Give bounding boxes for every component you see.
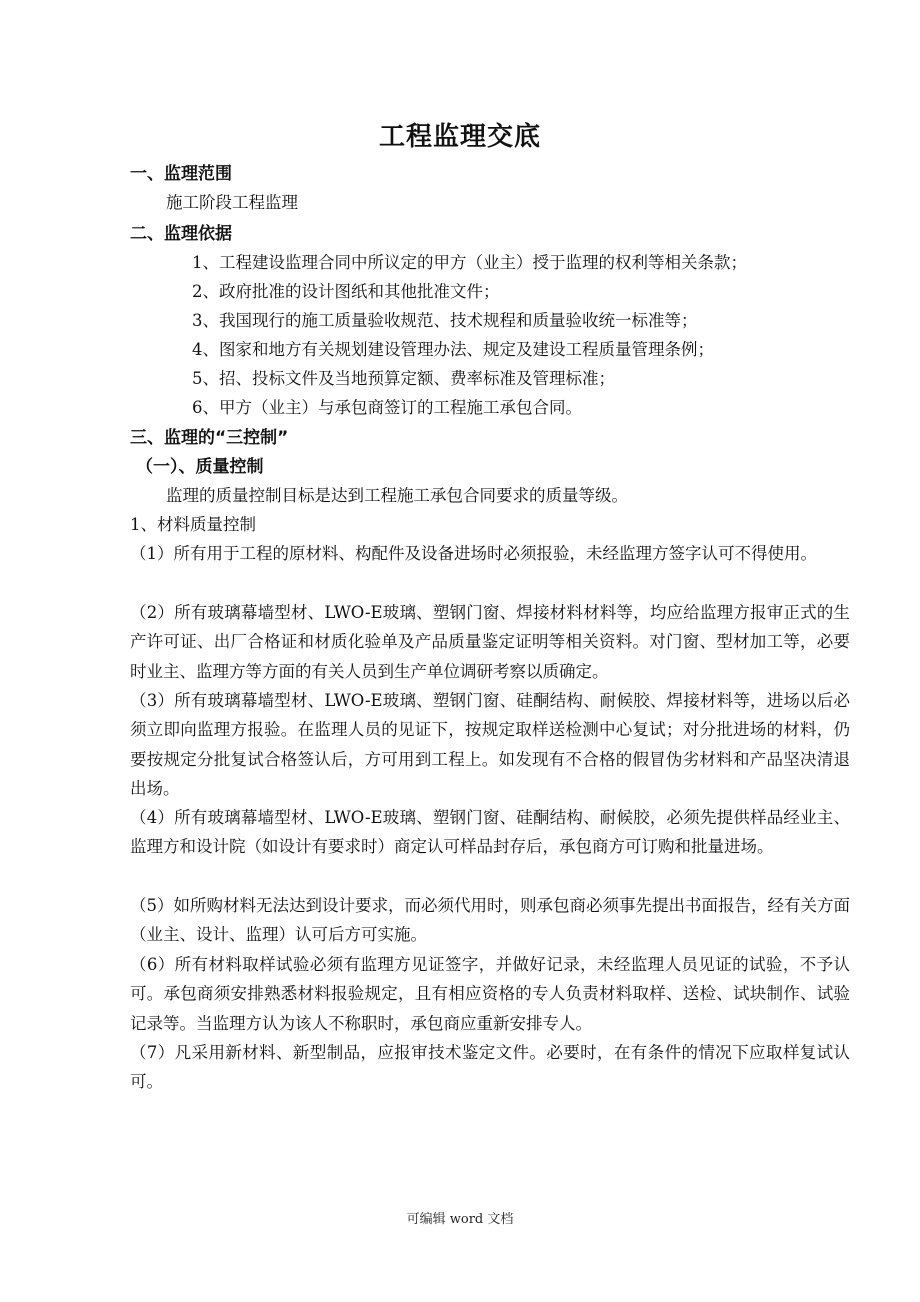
basis-item: 6、甲方（业主）与承包商签订的工程施工承包合同。: [192, 398, 582, 417]
section-3-heading: 三、监理的“三控制”: [130, 428, 289, 448]
section-1-heading: 一、监理范围: [130, 164, 232, 184]
document-title: 工程监理交底: [378, 122, 541, 152]
basis-item: 1、工程建设监理合同中所议定的甲方（业主）授于监理的权利等相关条款；: [192, 253, 747, 272]
paragraph: （1）所有用于工程的原材料、构配件及设备进场时必须报验，未经监理方签字认可不得使用。: [130, 544, 817, 563]
item-title: 1、材料质量控制: [130, 515, 256, 534]
page-footer: 可编辑 word 文档: [406, 1212, 514, 1227]
paragraph: （3）所有玻璃幕墙型材、LWO-E玻璃、塑钢门窗、硅酮结构、耐候胶、焊接材料等，进场以后必须立即向监理方报验。在监理人员的见证下，按规定取样送检测中心复试；对分批进场的材料，仍要按规定分批复试合格签认后，方可用到工程上。如发现有不合格的假冒伪劣材料和产品坚决清退出场。: [130, 691, 850, 798]
section-1-text: 施工阶段工程监理: [166, 193, 298, 212]
basis-item: 4、图家和地方有关规划建设管理办法、规定及建设工程质量管理条例；: [192, 340, 714, 359]
paragraph: （7）凡采用新材料、新型制品，应报审技术鉴定文件。必要时，在有条件的情况下应取样复试认可。: [130, 1043, 850, 1092]
subsection-intro: 监理的质量控制目标是达到工程施工承包合同要求的质量等级。: [166, 486, 628, 505]
basis-item: 3、我国现行的施工质量验收规范、技术规程和质量验收统一标准等；: [192, 311, 698, 330]
paragraph: （5）如所购材料无法达到设计要求，而必须代用时，则承包商必须事先提出书面报告，经有关方面（业主、设计、监理）认可后方可实施。: [130, 896, 850, 945]
section-2-heading: 二、监理依据: [130, 224, 232, 244]
basis-item: 2、政府批准的设计图纸和其他批准文件；: [192, 282, 500, 301]
basis-item: 5、招、投标文件及当地预算定额、费率标准及管理标准；: [192, 369, 615, 388]
paragraph: （2）所有玻璃幕墙型材、LWO-E玻璃、塑钢门窗、焊接材料材料等，均应给监理方报审正式的生产许可证、出厂合格证和材质化验单及产品质量鉴定证明等相关资料。对门窗、型材加工等，必要时业主、监理方等方面的有关人员到生产单位调研考察以质确定。: [130, 603, 850, 681]
paragraph: （4）所有玻璃幕墙型材、LWO-E玻璃、塑钢门窗、硅酮结构、耐候胶，必须先提供样品经业主、监理方和设计院（如设计有要求时）商定认可样品封存后，承包商方可订购和批量进场。: [130, 808, 850, 857]
subsection-heading: （一）、质量控制: [136, 457, 264, 477]
paragraph: （6）所有材料取样试验必须有监理方见证签字，并做好记录，未经监理人员见证的试验，不予认可。承包商须安排熟悉材料报验规定，且有相应资格的专人负责材料取样、送检、试块制作、试验记录等。当监理方认为该人不称职时，承包商应重新安排专人。: [130, 955, 850, 1033]
